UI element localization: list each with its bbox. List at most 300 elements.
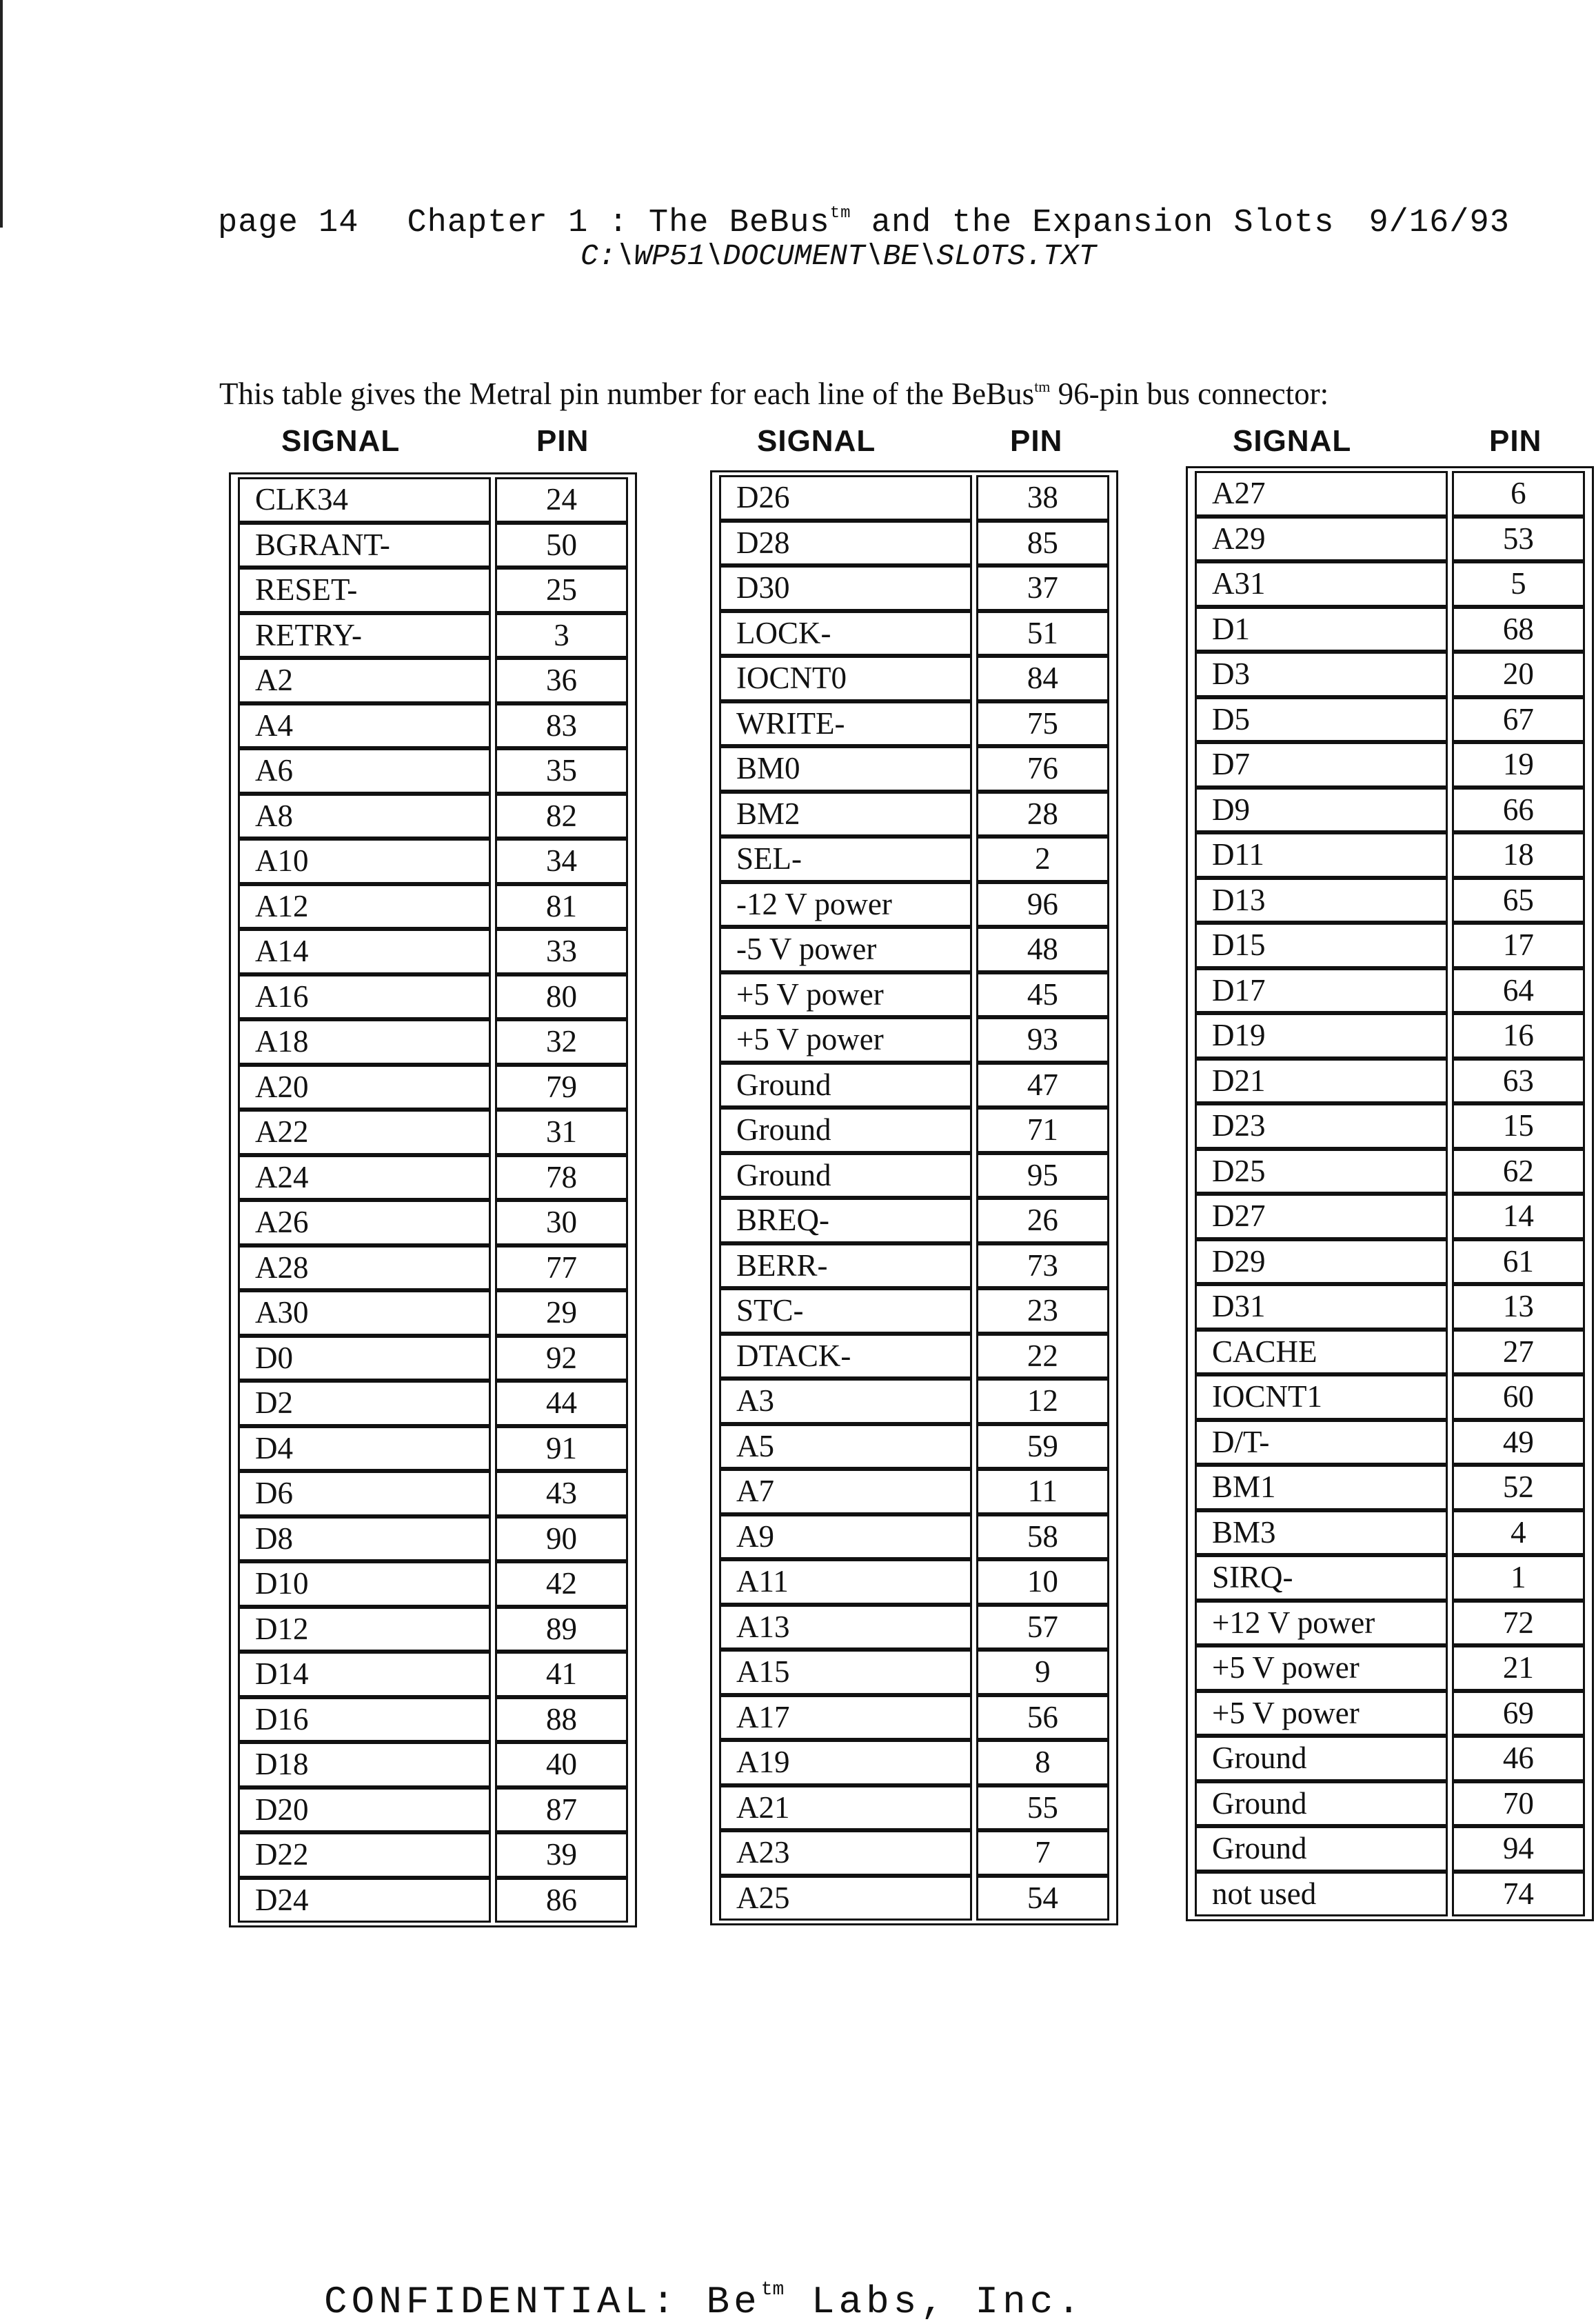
column-header-signal-2: SIGNAL (757, 424, 876, 458)
pin-cell: 28 (976, 792, 1109, 837)
table-row (719, 1063, 1109, 1108)
table-row (238, 1381, 628, 1426)
table-row (719, 656, 1109, 701)
pin-cell: 17 (1452, 923, 1585, 968)
table-row (1195, 1691, 1585, 1736)
column-header-signal-1: SIGNAL (281, 424, 401, 458)
pin-cell: 25 (495, 568, 628, 613)
column-header-signal-3: SIGNAL (1233, 424, 1352, 458)
pin-cell: 65 (1452, 878, 1585, 923)
table-row (1195, 1465, 1585, 1510)
signal-cell: A29 (1195, 517, 1448, 562)
signal-cell: D21 (1195, 1059, 1448, 1104)
table-row (719, 1334, 1109, 1379)
signal-cell: +5 V power (719, 1017, 972, 1063)
signal-cell: A6 (238, 748, 491, 794)
intro-sentence: This table gives the Metral pin number for each line of the BeBus$^{tm}$ 96-pin bus connector: (219, 377, 1329, 411)
pin-cell: 50 (495, 523, 628, 568)
pin-cell: 94 (1452, 1826, 1585, 1872)
table-row (719, 1469, 1109, 1514)
pin-table-2 (710, 470, 1118, 1925)
table-row (719, 565, 1109, 611)
column-header-pin-2: PIN (1010, 424, 1063, 458)
table-row (1195, 832, 1585, 878)
pin-cell: 47 (976, 1063, 1109, 1108)
pin-cell: 84 (976, 656, 1109, 701)
pin-cell: 33 (495, 929, 628, 974)
pin-cell: 48 (976, 927, 1109, 972)
pin-cell: 74 (1452, 1872, 1585, 1917)
page-edge-mark (0, 0, 3, 228)
file-path: C:\WP51\DOCUMENT\BE\SLOTS.TXT (580, 239, 1097, 273)
pin-cell: 62 (1452, 1149, 1585, 1194)
signal-cell: DTACK- (719, 1334, 972, 1379)
pin-cell: 93 (976, 1017, 1109, 1063)
signal-cell: Ground (719, 1108, 972, 1153)
table-row (719, 701, 1109, 747)
signal-cell: not used (1195, 1872, 1448, 1917)
table-row (719, 1785, 1109, 1831)
pin-cell: 91 (495, 1426, 628, 1472)
table-row (719, 611, 1109, 657)
table-row (238, 1561, 628, 1607)
pin-cell: 19 (1452, 742, 1585, 788)
pin-cell: 82 (495, 794, 628, 839)
signal-cell: A19 (719, 1740, 972, 1785)
signal-cell: D23 (1195, 1103, 1448, 1149)
table-row (238, 477, 628, 523)
chapter-title: Chapter 1 : The BeBus$^{tm}$ and the Expansion Slots (407, 204, 1335, 241)
pin-cell: 24 (495, 477, 628, 523)
table-row (238, 1878, 628, 1923)
signal-cell: D8 (238, 1516, 491, 1562)
pin-cell: 32 (495, 1019, 628, 1065)
signal-cell: -5 V power (719, 927, 972, 972)
table-row (1195, 697, 1585, 743)
table-row (238, 523, 628, 568)
table-row (719, 1876, 1109, 1921)
pin-cell: 77 (495, 1245, 628, 1291)
pin-cell: 46 (1452, 1736, 1585, 1781)
table-row (1195, 923, 1585, 968)
table-row (238, 1832, 628, 1878)
signal-cell: Ground (1195, 1826, 1448, 1872)
signal-cell: A10 (238, 839, 491, 884)
pin-cell: 36 (495, 658, 628, 703)
table-row (238, 1245, 628, 1291)
signal-cell: A3 (719, 1379, 972, 1424)
table-row (238, 1290, 628, 1336)
table-row (1195, 788, 1585, 833)
signal-cell: BM3 (1195, 1510, 1448, 1556)
signal-cell: BREQ- (719, 1198, 972, 1243)
pin-cell: 87 (495, 1787, 628, 1833)
pin-cell: 37 (976, 565, 1109, 611)
pin-cell: 4 (1452, 1510, 1585, 1556)
table-row (1195, 1194, 1585, 1239)
signal-cell: +12 V power (1195, 1601, 1448, 1646)
signal-cell: A13 (719, 1605, 972, 1650)
signal-cell: D/T- (1195, 1420, 1448, 1465)
pin-cell: 6 (1452, 471, 1585, 517)
pin-cell: 54 (976, 1876, 1109, 1921)
table-row (719, 1424, 1109, 1470)
signal-cell: BM2 (719, 792, 972, 837)
signal-cell: IOCNT0 (719, 656, 972, 701)
table-row (719, 1740, 1109, 1785)
pin-cell: 78 (495, 1155, 628, 1201)
table-row (719, 521, 1109, 566)
signal-cell: LOCK- (719, 611, 972, 657)
pin-cell: 85 (976, 521, 1109, 566)
column-header-pin-1: PIN (536, 424, 589, 458)
pin-cell: 73 (976, 1243, 1109, 1289)
table-row (1195, 652, 1585, 697)
pin-cell: 79 (495, 1065, 628, 1110)
signal-cell: WRITE- (719, 701, 972, 747)
table-row (238, 1426, 628, 1472)
pin-cell: 64 (1452, 968, 1585, 1014)
signal-cell: D18 (238, 1742, 491, 1787)
table-row (719, 1017, 1109, 1063)
confidential-footer: CONFIDENTIAL: $Be^{tm}$ Labs, Inc. (324, 2279, 1084, 2324)
pin-cell: 80 (495, 974, 628, 1020)
signal-cell: SIRQ- (1195, 1555, 1448, 1601)
signal-cell: RESET- (238, 568, 491, 613)
table-row (1195, 1059, 1585, 1104)
signal-cell: D25 (1195, 1149, 1448, 1194)
signal-cell: D14 (238, 1652, 491, 1697)
signal-cell: +5 V power (719, 972, 972, 1018)
signal-cell: D27 (1195, 1194, 1448, 1239)
signal-cell: BM1 (1195, 1465, 1448, 1510)
column-header-pin-3: PIN (1489, 424, 1542, 458)
signal-cell: A30 (238, 1290, 491, 1336)
table-row (1195, 1736, 1585, 1781)
table-row (719, 792, 1109, 837)
table-row (719, 972, 1109, 1018)
pin-cell: 70 (1452, 1781, 1585, 1827)
signal-cell: BERR- (719, 1243, 972, 1289)
signal-cell: D29 (1195, 1239, 1448, 1285)
pin-cell: 2 (976, 837, 1109, 882)
pin-cell: 22 (976, 1334, 1109, 1379)
signal-cell: Ground (719, 1063, 972, 1108)
signal-cell: BGRANT- (238, 523, 491, 568)
table-row (238, 974, 628, 1020)
table-row (238, 1787, 628, 1833)
signal-cell: A27 (1195, 471, 1448, 517)
pin-cell: 76 (976, 746, 1109, 792)
table-row (1195, 1284, 1585, 1330)
signal-cell: D0 (238, 1336, 491, 1381)
signal-cell: +5 V power (1195, 1645, 1448, 1691)
pin-cell: 45 (976, 972, 1109, 1018)
table-row (719, 475, 1109, 521)
pin-cell: 75 (976, 701, 1109, 747)
table-row (1195, 1330, 1585, 1375)
pin-cell: 35 (495, 748, 628, 794)
pin-cell: 56 (976, 1695, 1109, 1741)
pin-cell: 34 (495, 839, 628, 884)
table-row (1195, 1103, 1585, 1149)
pin-cell: 31 (495, 1110, 628, 1155)
signal-cell: A17 (719, 1695, 972, 1741)
table-row (1195, 968, 1585, 1014)
table-row (1195, 1510, 1585, 1556)
table-row (238, 794, 628, 839)
signal-cell: -12 V power (719, 882, 972, 928)
pin-cell: 95 (976, 1153, 1109, 1199)
pin-cell: 83 (495, 703, 628, 749)
table-row (238, 884, 628, 930)
pin-cell: 66 (1452, 788, 1585, 833)
table-row (238, 658, 628, 703)
signal-cell: D10 (238, 1561, 491, 1607)
signal-cell: D31 (1195, 1284, 1448, 1330)
pin-cell: 52 (1452, 1465, 1585, 1510)
pin-cell: 81 (495, 884, 628, 930)
table-row (1195, 1420, 1585, 1465)
table-row (238, 1155, 628, 1201)
signal-cell: D15 (1195, 923, 1448, 968)
pin-cell: 63 (1452, 1059, 1585, 1104)
signal-cell: Ground (1195, 1736, 1448, 1781)
table-row (719, 1198, 1109, 1243)
table-row (1195, 1239, 1585, 1285)
table-row (719, 1153, 1109, 1199)
signal-cell: A12 (238, 884, 491, 930)
pin-cell: 5 (1452, 561, 1585, 607)
table-row (1195, 1645, 1585, 1691)
pin-cell: 15 (1452, 1103, 1585, 1149)
signal-cell: D7 (1195, 742, 1448, 788)
pin-cell: 92 (495, 1336, 628, 1381)
pin-cell: 71 (976, 1108, 1109, 1153)
signal-cell: D20 (238, 1787, 491, 1833)
running-header (218, 204, 1510, 241)
pin-cell: 67 (1452, 697, 1585, 743)
signal-cell: A28 (238, 1245, 491, 1291)
signal-cell: A25 (719, 1876, 972, 1921)
pin-cell: 42 (495, 1561, 628, 1607)
table-row (1195, 561, 1585, 607)
signal-cell: STC- (719, 1288, 972, 1334)
table-row (238, 1200, 628, 1245)
table-row (719, 1379, 1109, 1424)
table-row (1195, 1149, 1585, 1194)
pin-cell: 9 (976, 1650, 1109, 1695)
pin-cell: 7 (976, 1830, 1109, 1876)
table-row (238, 1110, 628, 1155)
table-row (238, 929, 628, 974)
signal-cell: A5 (719, 1424, 972, 1470)
pin-cell: 61 (1452, 1239, 1585, 1285)
signal-cell: D9 (1195, 788, 1448, 833)
pin-cell: 26 (976, 1198, 1109, 1243)
pin-cell: 14 (1452, 1194, 1585, 1239)
signal-cell: A23 (719, 1830, 972, 1876)
signal-cell: D26 (719, 475, 972, 521)
pin-cell: 58 (976, 1514, 1109, 1560)
pin-table-1 (229, 472, 637, 1927)
pin-cell: 49 (1452, 1420, 1585, 1465)
pin-cell: 96 (976, 882, 1109, 928)
pin-cell: 39 (495, 1832, 628, 1878)
table-row (719, 1605, 1109, 1650)
signal-cell: CLK34 (238, 477, 491, 523)
pin-cell: 90 (495, 1516, 628, 1562)
signal-cell: SEL- (719, 837, 972, 882)
pin-cell: 3 (495, 613, 628, 659)
pin-cell: 12 (976, 1379, 1109, 1424)
table-row (719, 1559, 1109, 1605)
pin-cell: 20 (1452, 652, 1585, 697)
signal-cell: D24 (238, 1878, 491, 1923)
signal-cell: CACHE (1195, 1330, 1448, 1375)
table-row (238, 1607, 628, 1652)
pin-cell: 30 (495, 1200, 628, 1245)
signal-cell: D12 (238, 1607, 491, 1652)
table-row (719, 927, 1109, 972)
pin-cell: 86 (495, 1878, 628, 1923)
pin-cell: 38 (976, 475, 1109, 521)
signal-cell: D16 (238, 1697, 491, 1743)
signal-cell: D17 (1195, 968, 1448, 1014)
pin-cell: 21 (1452, 1645, 1585, 1691)
pin-cell: 44 (495, 1381, 628, 1426)
pin-cell: 41 (495, 1652, 628, 1697)
pin-cell: 89 (495, 1607, 628, 1652)
signal-cell: A9 (719, 1514, 972, 1560)
pin-cell: 23 (976, 1288, 1109, 1334)
signal-cell: A7 (719, 1469, 972, 1514)
pin-cell: 16 (1452, 1013, 1585, 1059)
table-row (238, 1652, 628, 1697)
signal-cell: A24 (238, 1155, 491, 1201)
signal-cell: RETRY- (238, 613, 491, 659)
table-row (238, 1516, 628, 1562)
pin-cell: 88 (495, 1697, 628, 1743)
signal-cell: D1 (1195, 607, 1448, 652)
table-row (238, 1697, 628, 1743)
pin-cell: 72 (1452, 1601, 1585, 1646)
signal-cell: A21 (719, 1785, 972, 1831)
table-row (1195, 1374, 1585, 1420)
table-row (1195, 471, 1585, 517)
table-row (719, 882, 1109, 928)
signal-cell: Ground (1195, 1781, 1448, 1827)
pin-cell: 57 (976, 1605, 1109, 1650)
signal-cell: A16 (238, 974, 491, 1020)
pin-cell: 55 (976, 1785, 1109, 1831)
signal-cell: D22 (238, 1832, 491, 1878)
pin-cell: 53 (1452, 517, 1585, 562)
pin-cell: 13 (1452, 1284, 1585, 1330)
signal-cell: D3 (1195, 652, 1448, 697)
signal-cell: D2 (238, 1381, 491, 1426)
pin-cell: 1 (1452, 1555, 1585, 1601)
signal-cell: A8 (238, 794, 491, 839)
table-row (1195, 1781, 1585, 1827)
table-row (719, 746, 1109, 792)
pin-cell: 8 (976, 1740, 1109, 1785)
header-date: 9/16/93 (1368, 205, 1510, 241)
pin-cell: 29 (495, 1290, 628, 1336)
table-row (1195, 742, 1585, 788)
pin-cell: 18 (1452, 832, 1585, 878)
signal-cell: D30 (719, 565, 972, 611)
signal-cell: D5 (1195, 697, 1448, 743)
pin-cell: 27 (1452, 1330, 1585, 1375)
signal-cell: D4 (238, 1426, 491, 1472)
table-row (719, 1514, 1109, 1560)
table-row (238, 748, 628, 794)
table-row (238, 1336, 628, 1381)
table-row (238, 1065, 628, 1110)
pin-cell: 10 (976, 1559, 1109, 1605)
pin-cell: 11 (976, 1469, 1109, 1514)
table-row (1195, 607, 1585, 652)
signal-cell: A31 (1195, 561, 1448, 607)
signal-cell: A11 (719, 1559, 972, 1605)
pin-cell: 69 (1452, 1691, 1585, 1736)
pin-cell: 40 (495, 1742, 628, 1787)
table-row (719, 1650, 1109, 1695)
signal-cell: Ground (719, 1153, 972, 1199)
table-row (719, 1830, 1109, 1876)
table-row (1195, 1013, 1585, 1059)
table-row (238, 613, 628, 659)
signal-cell: IOCNT1 (1195, 1374, 1448, 1420)
table-row (719, 837, 1109, 882)
signal-cell: A14 (238, 929, 491, 974)
signal-cell: BM0 (719, 746, 972, 792)
table-row (1195, 1872, 1585, 1917)
signal-cell: +5 V power (1195, 1691, 1448, 1736)
table-row (719, 1695, 1109, 1741)
signal-cell: A20 (238, 1065, 491, 1110)
signal-cell: D13 (1195, 878, 1448, 923)
table-row (238, 568, 628, 613)
table-row (238, 1742, 628, 1787)
signal-cell: A15 (719, 1650, 972, 1695)
signal-cell: D28 (719, 521, 972, 566)
signal-cell: A22 (238, 1110, 491, 1155)
table-row (1195, 1826, 1585, 1872)
pin-table-3 (1186, 466, 1594, 1921)
table-row (1195, 1601, 1585, 1646)
signal-cell: A4 (238, 703, 491, 749)
pin-cell: 43 (495, 1471, 628, 1516)
table-row (1195, 1555, 1585, 1601)
table-row (719, 1288, 1109, 1334)
table-row (238, 1471, 628, 1516)
signal-cell: D11 (1195, 832, 1448, 878)
signal-cell: A26 (238, 1200, 491, 1245)
table-row (238, 839, 628, 884)
table-row (238, 1019, 628, 1065)
table-row (719, 1243, 1109, 1289)
table-row (719, 1108, 1109, 1153)
table-row (238, 703, 628, 749)
signal-cell: A18 (238, 1019, 491, 1065)
pin-cell: 68 (1452, 607, 1585, 652)
pin-cell: 59 (976, 1424, 1109, 1470)
page-number: page 14 (218, 205, 359, 241)
pin-cell: 51 (976, 611, 1109, 657)
signal-cell: D6 (238, 1471, 491, 1516)
